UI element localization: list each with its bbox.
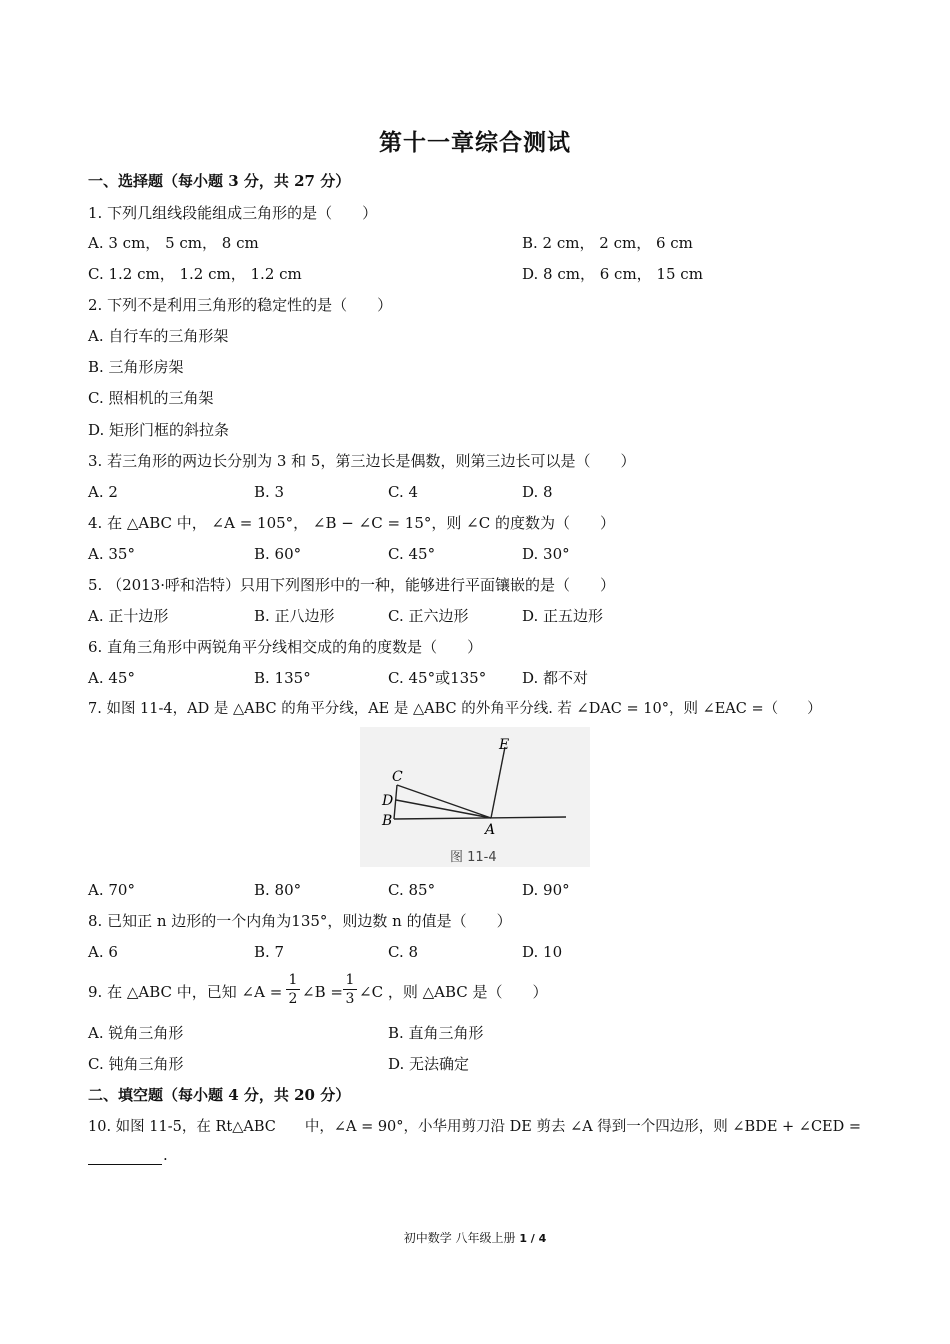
page-footer bbox=[0, 1229, 950, 1246]
question-8-stem: 8. 已知正 n 边形的一个内角为135°，则边数 n 的值是（ ） bbox=[88, 912, 512, 930]
q6-option-b: B. 135° bbox=[254, 669, 311, 687]
q3-option-b: B. 3 bbox=[254, 483, 285, 501]
label-a: A bbox=[485, 822, 496, 838]
q2-option-b: B. 三角形房架 bbox=[88, 358, 184, 376]
q1-option-a: A. 3 cm， 5 cm， 8 cm bbox=[88, 234, 259, 252]
label-b: B bbox=[382, 813, 393, 829]
q4-option-b: B. 60° bbox=[254, 545, 302, 563]
q9-option-a: A. 锐角三角形 bbox=[88, 1024, 184, 1042]
q4-option-c: C. 45° bbox=[388, 545, 436, 563]
label-d: D bbox=[382, 793, 394, 809]
question-4-stem: 4. 在 △ABC 中， ∠A = 105°， ∠B − ∠C = 15°，则 ∠C 的度数为（ ） bbox=[88, 514, 615, 532]
line-da bbox=[396, 800, 491, 818]
q4-option-a: A. 35° bbox=[88, 545, 135, 563]
q3-option-a: A. 2 bbox=[88, 483, 118, 501]
page-number: 1 / 4 bbox=[519, 1232, 547, 1245]
q5-option-d: D. 正五边形 bbox=[522, 607, 604, 625]
question-10-stem: 10. 如图 11-5，在 Rt△ABC 中，∠A = 90°，小华用剪刀沿 DE 剪去 ∠A 得到一个四边形，则 ∠BDE + ∠CED = bbox=[88, 1119, 862, 1135]
q5-option-b: B. 正八边形 bbox=[254, 607, 335, 625]
q3-option-d: D. 8 bbox=[522, 483, 553, 501]
question-5-stem: 5. （2013·呼和浩特）只用下列图形中的一种，能够进行平面镶嵌的是（ ） bbox=[88, 576, 616, 594]
question-2-stem: 2. 下列不是利用三角形的稳定性的是（ ） bbox=[88, 296, 393, 314]
q1-option-d: D. 8 cm， 6 cm， 15 cm bbox=[522, 265, 703, 283]
q6-option-a: A. 45° bbox=[88, 669, 135, 687]
figure-11-4 bbox=[360, 727, 590, 867]
q1-option-b: B. 2 cm， 2 cm， 6 cm bbox=[522, 234, 693, 252]
q9-option-d: D. 无法确定 bbox=[388, 1055, 470, 1073]
question-9-stem-mid: ∠B = bbox=[302, 983, 343, 1001]
q9-option-b: B. 直角三角形 bbox=[388, 1024, 484, 1042]
q6-option-c: C. 45°或135° bbox=[388, 669, 487, 687]
fraction-numerator: 1 bbox=[288, 972, 298, 988]
label-c: C bbox=[392, 769, 403, 785]
q7-option-d: D. 90° bbox=[522, 881, 570, 899]
line-ae bbox=[491, 747, 505, 818]
line-ba-extended bbox=[394, 817, 566, 819]
line-bc bbox=[394, 785, 397, 819]
q8-option-c: C. 8 bbox=[388, 943, 419, 961]
footer-text: 初中数学 八年级上册 bbox=[403, 1231, 520, 1245]
fraction-one-third bbox=[343, 972, 357, 1007]
q5-option-a: A. 正十边形 bbox=[88, 607, 169, 625]
q1-option-c: C. 1.2 cm， 1.2 cm， 1.2 cm bbox=[88, 265, 302, 283]
question-7-stem: 7. 如图 11-4，AD 是 △ABC 的角平分线，AE 是 △ABC 的外角平分线. 若 ∠DAC = 10°，则 ∠EAC =（ ） bbox=[88, 701, 822, 717]
question-1-stem: 1. 下列几组线段能组成三角形的是（ ） bbox=[88, 204, 378, 222]
q3-option-c: C. 4 bbox=[388, 483, 419, 501]
fraction-denominator: 3 bbox=[345, 991, 355, 1007]
q6-option-d: D. 都不对 bbox=[522, 669, 589, 687]
q7-option-a: A. 70° bbox=[88, 881, 135, 899]
question-9-stem-start: 9. 在 △ABC 中，已知 ∠A = bbox=[88, 983, 283, 1001]
q8-option-d: D. 10 bbox=[522, 943, 563, 961]
fraction-denominator: 2 bbox=[288, 991, 298, 1007]
section-heading-fill: 二、填空题（每小题 4 分，共 20 分） bbox=[88, 1086, 351, 1104]
q2-option-a: A. 自行车的三角形架 bbox=[88, 327, 229, 345]
q2-option-d: D. 矩形门框的斜拉条 bbox=[88, 421, 230, 439]
fraction-numerator: 1 bbox=[345, 972, 355, 988]
q7-option-c: C. 85° bbox=[388, 881, 436, 899]
question-10-end: . bbox=[163, 1146, 168, 1164]
q2-option-c: C. 照相机的三角架 bbox=[88, 389, 214, 407]
q4-option-d: D. 30° bbox=[522, 545, 570, 563]
fraction-one-half bbox=[286, 972, 300, 1007]
q8-option-a: A. 6 bbox=[88, 943, 118, 961]
line-ca bbox=[397, 785, 491, 818]
question-6-stem: 6. 直角三角形中两锐角平分线相交成的角的度数是（ ） bbox=[88, 638, 483, 656]
figure-caption: 图 11-4 bbox=[450, 850, 497, 865]
label-e: E bbox=[499, 737, 510, 753]
question-3-stem: 3. 若三角形的两边长分别为 3 和 5，第三边长是偶数，则第三边长可以是（ ） bbox=[88, 452, 636, 470]
q8-option-b: B. 7 bbox=[254, 943, 285, 961]
page-title: 第十一章综合测试 bbox=[379, 129, 571, 156]
question-9-stem-end: ∠C ，则 △ABC 是（ ） bbox=[359, 983, 548, 1001]
section-heading-choice: 一、选择题（每小题 3 分，共 27 分） bbox=[88, 172, 351, 190]
answer-blank bbox=[88, 1162, 162, 1165]
q7-option-b: B. 80° bbox=[254, 881, 302, 899]
q9-option-c: C. 钝角三角形 bbox=[88, 1055, 184, 1073]
triangle-diagram bbox=[360, 727, 590, 867]
q5-option-c: C. 正六边形 bbox=[388, 607, 469, 625]
